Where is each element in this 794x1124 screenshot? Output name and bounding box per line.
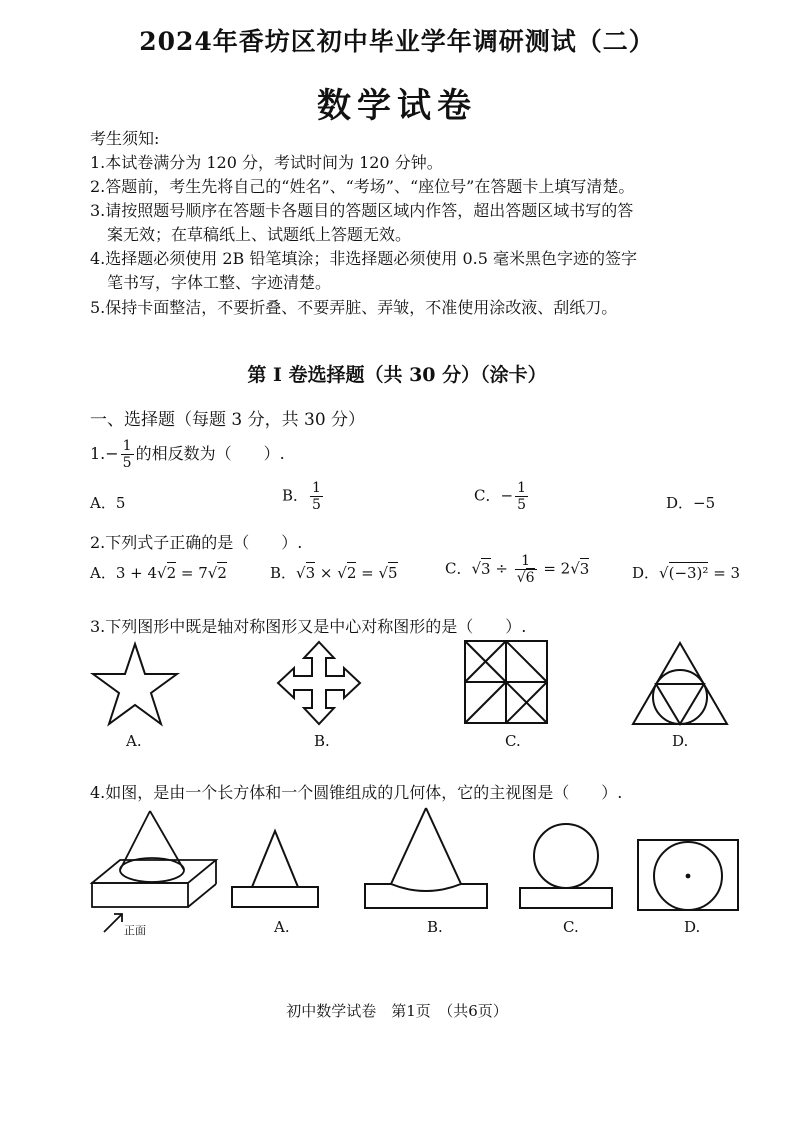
q1-b-den: 5	[312, 497, 321, 513]
q1-b-num: 1	[312, 480, 321, 496]
q4-front-label: 正面	[124, 924, 146, 937]
q2-b-rad2: 2	[346, 564, 357, 582]
section-title: 第 I 卷选择题（共 30 分）（涂卡）	[247, 364, 547, 386]
notice-item: 3.请按照题号顺序在答题卡各题目的答题区域内作答，超出答题区域书写的答	[90, 201, 634, 220]
q4-figure-a	[230, 828, 320, 908]
notice-item: 2.答题前，考生先将自己的“姓名”、“考场”、“座位号”在答题卡上填写清楚。	[90, 177, 635, 196]
q2-d-rad: (−3)²	[668, 564, 709, 582]
q2-b-mid: ×	[315, 564, 338, 582]
q2-a-rad2: 2	[217, 564, 227, 582]
q2-c-pre: C．	[445, 559, 472, 578]
q2-b-pre: B．	[270, 564, 297, 582]
q3-figure-b-arrows	[276, 640, 362, 726]
q4-figure-c	[518, 822, 614, 910]
q2-c-den: √6	[516, 570, 535, 586]
notice-item: 4.选择题必须使用 2B 铅笔填涂；非选择题必须使用 0.5 毫米黑色字迹的签字	[90, 249, 637, 268]
q3-figure-d-triangle-circle	[630, 640, 730, 726]
q4-label-d: D.	[684, 918, 701, 936]
q2-option-b: B．√3 × √2 = √5	[270, 564, 398, 582]
q2-b-eq: =	[356, 564, 379, 582]
q2-b-rad3: 5	[388, 564, 398, 582]
q2-a-pre: A．3 + 4	[90, 564, 158, 582]
q1-b-label: B．	[282, 486, 309, 505]
q4-label-c: C.	[563, 918, 579, 936]
q3-figure-a-star	[90, 640, 180, 730]
q1-option-a: A．5	[90, 494, 126, 512]
part-title: 一、选择题（每题 3 分，共 30 分）	[90, 410, 366, 430]
notice-item: 1.本试卷满分为 120 分，考试时间为 120 分钟。	[90, 153, 443, 172]
q1-den: 5	[122, 455, 132, 471]
q2-a-rad1: 2	[166, 564, 177, 582]
q4-label-a: A.	[274, 918, 290, 936]
q2-option-c: C．√3 ÷ $\frac{1}{√6}$ = 2√3	[445, 553, 590, 586]
q2-b-rad1: 3	[305, 564, 316, 582]
q2-c-rad2: 3	[579, 559, 590, 578]
notice-heading: 考生须知:	[90, 129, 160, 148]
q1-num: 1	[122, 438, 132, 454]
q2-d-eq: = 3	[708, 564, 741, 582]
q4-figure-b	[363, 806, 489, 910]
q1-c-num: 1	[517, 480, 526, 496]
q4-label-b: B.	[427, 918, 443, 936]
question-1	[90, 438, 285, 471]
q1-tail: 的相反数为（ ）.	[135, 444, 285, 463]
q4-figure-d	[636, 838, 740, 912]
q1-option-c	[474, 480, 530, 513]
notice-item: 笔书写，字体工整、字迹清楚。	[107, 273, 332, 292]
q1-option-d: D．−5	[666, 494, 716, 512]
q1-prefix: 1.	[90, 444, 106, 463]
q2-d-pre: D．	[632, 564, 660, 582]
q1-sign: −	[105, 444, 119, 463]
q1-c-den: 5	[517, 497, 526, 513]
q1-c-fraction	[515, 480, 528, 513]
q3-label-c: C.	[505, 732, 521, 750]
q2-c-fraction	[515, 553, 537, 586]
q2-a-mid: = 7	[176, 564, 208, 582]
notice-item: 案无效；在草稿纸上、试题纸上答题无效。	[107, 225, 412, 244]
q3-label-a: A.	[126, 732, 142, 750]
q3-label-b: B.	[314, 732, 330, 750]
notice-item: 5.保持卡面整洁，不要折叠、不要弄脏、弄皱，不准使用涂改液、刮纸刀。	[90, 298, 618, 317]
q2-c-den-rad: 6	[525, 570, 535, 586]
q2-c-div: ÷	[490, 559, 513, 578]
q1-c-label: C．	[474, 486, 501, 505]
q2-option-d: D．√(−3)² = 3	[632, 564, 741, 582]
q2-c-num: 1	[515, 553, 537, 570]
q2-c-eq: = 2	[538, 559, 571, 578]
question-3-stem: 3.下列图形中既是轴对称图形又是中心对称图形的是（ ）.	[90, 617, 527, 636]
q1-fraction	[121, 438, 134, 471]
q2-option-a: A．3 + 4√2 = 7√2	[90, 564, 227, 582]
subject-title: 数学试卷	[317, 86, 477, 126]
question-2-stem: 2.下列式子正确的是（ ）.	[90, 533, 303, 552]
q3-figure-c-triangles	[463, 639, 549, 725]
q2-c-rad1: 3	[481, 559, 491, 578]
q3-label-d: D.	[672, 732, 689, 750]
q1-option-b	[282, 480, 325, 513]
page-footer: 初中数学试卷 第1页 （共6页）	[286, 1002, 508, 1020]
q4-solid-figure	[88, 808, 220, 940]
q1-b-fraction	[310, 480, 323, 513]
exam-title: 2024年香坊区初中毕业学年调研测试（二）	[139, 27, 655, 56]
question-4-stem: 4.如图，是由一个长方体和一个圆锥组成的几何体，它的主视图是（ ）.	[90, 783, 623, 802]
q1-c-sign: −	[500, 486, 514, 505]
